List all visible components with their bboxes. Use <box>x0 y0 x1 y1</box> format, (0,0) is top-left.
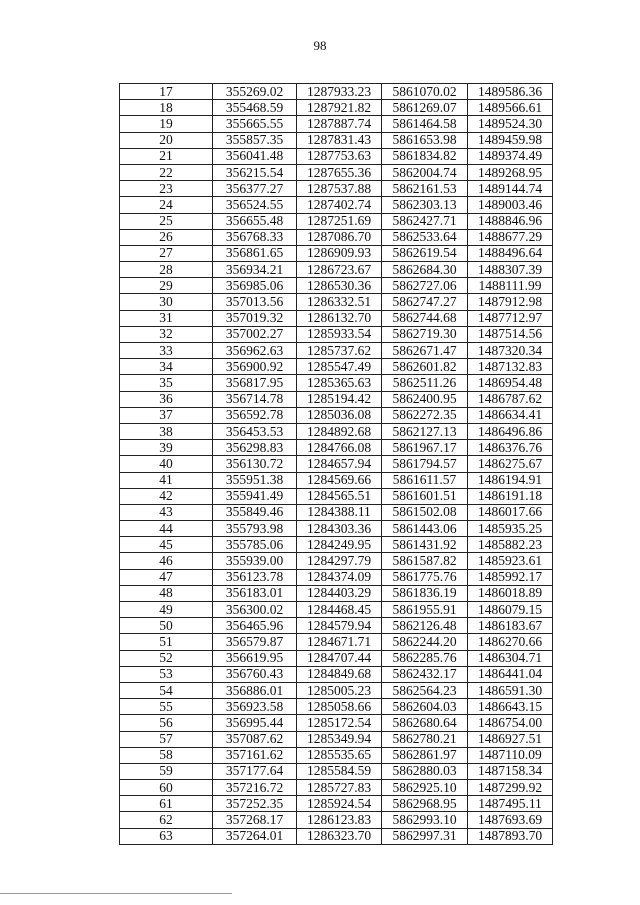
coord-x1-cell: 355939.00 <box>213 553 297 569</box>
coord-x2-cell: 5862780.21 <box>382 731 468 747</box>
table-row <box>120 100 553 116</box>
coord-y2-cell: 1489374.49 <box>468 148 553 164</box>
coord-x2-cell: 5862604.03 <box>382 699 468 715</box>
point-number-cell: 38 <box>120 423 213 439</box>
coord-x2-cell: 5861269.07 <box>382 100 468 116</box>
coord-x2-cell: 5862727.06 <box>382 278 468 294</box>
coord-y1-cell: 1286332.51 <box>297 294 382 310</box>
coord-y1-cell: 1286123.83 <box>297 812 382 828</box>
coord-x2-cell: 5862671.47 <box>382 343 468 359</box>
coord-y2-cell: 1486634.41 <box>468 407 553 423</box>
point-number-cell: 47 <box>120 569 213 585</box>
coord-y1-cell: 1286723.67 <box>297 262 382 278</box>
table-row <box>120 245 553 261</box>
coord-y2-cell: 1488111.99 <box>468 278 553 294</box>
coord-y1-cell: 1287251.69 <box>297 213 382 229</box>
table-row <box>120 326 553 342</box>
table-row <box>120 262 553 278</box>
coord-y2-cell: 1489144.74 <box>468 181 553 197</box>
coord-x2-cell: 5862925.10 <box>382 780 468 796</box>
coord-y1-cell: 1285584.59 <box>297 763 382 779</box>
point-number-cell: 29 <box>120 278 213 294</box>
coord-x2-cell: 5862719.30 <box>382 326 468 342</box>
coord-y1-cell: 1284849.68 <box>297 666 382 682</box>
table-row <box>120 164 553 180</box>
coord-x1-cell: 356130.72 <box>213 456 297 472</box>
coord-x2-cell: 5861836.19 <box>382 585 468 601</box>
coord-x2-cell: 5862285.76 <box>382 650 468 666</box>
coord-x2-cell: 5862427.71 <box>382 213 468 229</box>
coord-y1-cell: 1285172.54 <box>297 715 382 731</box>
coord-x1-cell: 356592.78 <box>213 407 297 423</box>
point-number-cell: 39 <box>120 440 213 456</box>
table-row <box>120 812 553 828</box>
coord-x2-cell: 5861794.57 <box>382 456 468 472</box>
coord-y2-cell: 1485923.61 <box>468 553 553 569</box>
point-number-cell: 22 <box>120 164 213 180</box>
coord-x1-cell: 355665.55 <box>213 116 297 132</box>
coord-y2-cell: 1486275.67 <box>468 456 553 472</box>
coord-x1-cell: 356861.65 <box>213 245 297 261</box>
coord-y1-cell: 1285005.23 <box>297 682 382 698</box>
coord-y2-cell: 1486194.91 <box>468 472 553 488</box>
coord-x2-cell: 5861464.58 <box>382 116 468 132</box>
coord-x2-cell: 5862680.64 <box>382 715 468 731</box>
point-number-cell: 60 <box>120 780 213 796</box>
coord-x2-cell: 5862744.68 <box>382 310 468 326</box>
point-number-cell: 59 <box>120 763 213 779</box>
table-row <box>120 359 553 375</box>
point-number-cell: 27 <box>120 245 213 261</box>
coord-x2-cell: 5862244.20 <box>382 634 468 650</box>
coord-x2-cell: 5861443.06 <box>382 521 468 537</box>
coord-x1-cell: 356619.95 <box>213 650 297 666</box>
point-number-cell: 26 <box>120 229 213 245</box>
table-row <box>120 602 553 618</box>
point-number-cell: 40 <box>120 456 213 472</box>
coord-x2-cell: 5862564.23 <box>382 682 468 698</box>
point-number-cell: 53 <box>120 666 213 682</box>
coord-x2-cell: 5862993.10 <box>382 812 468 828</box>
coord-y1-cell: 1287402.74 <box>297 197 382 213</box>
coord-x1-cell: 357002.27 <box>213 326 297 342</box>
coord-x1-cell: 355468.59 <box>213 100 297 116</box>
coord-y2-cell: 1485882.23 <box>468 537 553 553</box>
coord-y2-cell: 1486754.00 <box>468 715 553 731</box>
coord-x1-cell: 356041.48 <box>213 148 297 164</box>
table-row <box>120 213 553 229</box>
point-number-cell: 30 <box>120 294 213 310</box>
coord-y1-cell: 1284766.08 <box>297 440 382 456</box>
coord-y2-cell: 1486643.15 <box>468 699 553 715</box>
coord-y2-cell: 1487912.98 <box>468 294 553 310</box>
coord-x1-cell: 355793.98 <box>213 521 297 537</box>
point-number-cell: 48 <box>120 585 213 601</box>
table-row <box>120 585 553 601</box>
coord-x1-cell: 356768.33 <box>213 229 297 245</box>
point-number-cell: 21 <box>120 148 213 164</box>
coord-y1-cell: 1285349.94 <box>297 731 382 747</box>
table-row <box>120 197 553 213</box>
point-number-cell: 56 <box>120 715 213 731</box>
point-number-cell: 36 <box>120 391 213 407</box>
coord-y1-cell: 1284569.66 <box>297 472 382 488</box>
coord-x1-cell: 356465.96 <box>213 618 297 634</box>
coord-x2-cell: 5861587.82 <box>382 553 468 569</box>
coord-x2-cell: 5862127.13 <box>382 423 468 439</box>
point-number-cell: 45 <box>120 537 213 553</box>
coord-x1-cell: 355269.02 <box>213 84 297 100</box>
coord-y1-cell: 1285547.49 <box>297 359 382 375</box>
coord-y1-cell: 1284892.68 <box>297 423 382 439</box>
coord-x1-cell: 356760.43 <box>213 666 297 682</box>
coord-x1-cell: 355785.06 <box>213 537 297 553</box>
coord-x2-cell: 5862126.48 <box>382 618 468 634</box>
coord-y1-cell: 1285933.54 <box>297 326 382 342</box>
point-number-cell: 32 <box>120 326 213 342</box>
point-number-cell: 61 <box>120 796 213 812</box>
coord-x1-cell: 356655.48 <box>213 213 297 229</box>
coordinates-table <box>119 83 553 845</box>
coord-x2-cell: 5861431.92 <box>382 537 468 553</box>
coord-y2-cell: 1486927.51 <box>468 731 553 747</box>
coord-x1-cell: 356183.01 <box>213 585 297 601</box>
coord-y2-cell: 1489524.30 <box>468 116 553 132</box>
coord-x1-cell: 356900.92 <box>213 359 297 375</box>
coord-y2-cell: 1485935.25 <box>468 521 553 537</box>
coord-y2-cell: 1489003.46 <box>468 197 553 213</box>
coord-x1-cell: 356377.27 <box>213 181 297 197</box>
coord-x2-cell: 5862432.17 <box>382 666 468 682</box>
table-row <box>120 682 553 698</box>
table-row <box>120 375 553 391</box>
point-number-cell: 28 <box>120 262 213 278</box>
coord-y2-cell: 1487693.69 <box>468 812 553 828</box>
coord-x2-cell: 5861653.98 <box>382 132 468 148</box>
table-row <box>120 731 553 747</box>
coord-x1-cell: 357161.62 <box>213 747 297 763</box>
coord-x1-cell: 355941.49 <box>213 488 297 504</box>
point-number-cell: 42 <box>120 488 213 504</box>
coord-y2-cell: 1487495.11 <box>468 796 553 812</box>
coord-x1-cell: 357177.64 <box>213 763 297 779</box>
point-number-cell: 25 <box>120 213 213 229</box>
coord-x2-cell: 5862161.53 <box>382 181 468 197</box>
coord-x2-cell: 5862997.31 <box>382 828 468 844</box>
table-row <box>120 278 553 294</box>
table-row <box>120 666 553 682</box>
coord-y1-cell: 1284388.11 <box>297 504 382 520</box>
table-row <box>120 537 553 553</box>
point-number-cell: 20 <box>120 132 213 148</box>
coord-x2-cell: 5862684.30 <box>382 262 468 278</box>
table-row <box>120 84 553 100</box>
coord-y2-cell: 1488307.39 <box>468 262 553 278</box>
coord-y1-cell: 1287655.36 <box>297 164 382 180</box>
coord-y1-cell: 1287933.23 <box>297 84 382 100</box>
point-number-cell: 34 <box>120 359 213 375</box>
coord-x1-cell: 355849.46 <box>213 504 297 520</box>
point-number-cell: 19 <box>120 116 213 132</box>
coord-y1-cell: 1286530.36 <box>297 278 382 294</box>
table-row <box>120 310 553 326</box>
coord-y1-cell: 1285924.54 <box>297 796 382 812</box>
point-number-cell: 58 <box>120 747 213 763</box>
coord-x1-cell: 356300.02 <box>213 602 297 618</box>
coord-y2-cell: 1487158.34 <box>468 763 553 779</box>
table-row <box>120 618 553 634</box>
coord-y1-cell: 1287086.70 <box>297 229 382 245</box>
coord-y2-cell: 1486787.62 <box>468 391 553 407</box>
coord-x2-cell: 5862861.97 <box>382 747 468 763</box>
coord-x1-cell: 356934.21 <box>213 262 297 278</box>
point-number-cell: 62 <box>120 812 213 828</box>
table-row <box>120 747 553 763</box>
coord-y1-cell: 1284579.94 <box>297 618 382 634</box>
coord-y1-cell: 1285036.08 <box>297 407 382 423</box>
table-row <box>120 634 553 650</box>
coord-y1-cell: 1284303.36 <box>297 521 382 537</box>
table-row <box>120 472 553 488</box>
table-row <box>120 294 553 310</box>
coord-x2-cell: 5862968.95 <box>382 796 468 812</box>
table-row <box>120 504 553 520</box>
table-row <box>120 391 553 407</box>
point-number-cell: 37 <box>120 407 213 423</box>
coord-y2-cell: 1487893.70 <box>468 828 553 844</box>
coord-x2-cell: 5861070.02 <box>382 84 468 100</box>
coord-x1-cell: 356995.44 <box>213 715 297 731</box>
table-row <box>120 699 553 715</box>
coord-x2-cell: 5861955.91 <box>382 602 468 618</box>
coord-x1-cell: 356886.01 <box>213 682 297 698</box>
point-number-cell: 50 <box>120 618 213 634</box>
point-number-cell: 49 <box>120 602 213 618</box>
table-row <box>120 456 553 472</box>
coord-x2-cell: 5862601.82 <box>382 359 468 375</box>
table-row <box>120 116 553 132</box>
coord-x1-cell: 357019.32 <box>213 310 297 326</box>
point-number-cell: 46 <box>120 553 213 569</box>
coord-y1-cell: 1286132.70 <box>297 310 382 326</box>
coord-y2-cell: 1488496.64 <box>468 245 553 261</box>
coord-y2-cell: 1489268.95 <box>468 164 553 180</box>
coord-x1-cell: 355951.38 <box>213 472 297 488</box>
coord-x1-cell: 356298.83 <box>213 440 297 456</box>
table-row <box>120 553 553 569</box>
coord-x2-cell: 5862511.26 <box>382 375 468 391</box>
coord-y1-cell: 1285727.83 <box>297 780 382 796</box>
coord-x1-cell: 356714.78 <box>213 391 297 407</box>
coord-x2-cell: 5861775.76 <box>382 569 468 585</box>
coord-y1-cell: 1284565.51 <box>297 488 382 504</box>
table-row <box>120 181 553 197</box>
coord-y2-cell: 1488677.29 <box>468 229 553 245</box>
table-row <box>120 423 553 439</box>
point-number-cell: 63 <box>120 828 213 844</box>
coord-y1-cell: 1284403.29 <box>297 585 382 601</box>
coord-y1-cell: 1287537.88 <box>297 181 382 197</box>
point-number-cell: 18 <box>120 100 213 116</box>
coord-y2-cell: 1487132.83 <box>468 359 553 375</box>
coord-x1-cell: 356524.55 <box>213 197 297 213</box>
coord-y2-cell: 1486954.48 <box>468 375 553 391</box>
footnote-divider <box>0 893 232 894</box>
coord-y1-cell: 1287887.74 <box>297 116 382 132</box>
table-row <box>120 796 553 812</box>
coord-x2-cell: 5861502.08 <box>382 504 468 520</box>
coord-x2-cell: 5862747.27 <box>382 294 468 310</box>
coord-x2-cell: 5862272.35 <box>382 407 468 423</box>
coord-y1-cell: 1285737.62 <box>297 343 382 359</box>
coord-y2-cell: 1489459.98 <box>468 132 553 148</box>
coord-x2-cell: 5861834.82 <box>382 148 468 164</box>
coord-y2-cell: 1487320.34 <box>468 343 553 359</box>
coord-y2-cell: 1487299.92 <box>468 780 553 796</box>
coord-x1-cell: 356985.06 <box>213 278 297 294</box>
point-number-cell: 17 <box>120 84 213 100</box>
coord-y1-cell: 1285535.65 <box>297 747 382 763</box>
coord-y2-cell: 1486017.66 <box>468 504 553 520</box>
table-row <box>120 132 553 148</box>
coord-x1-cell: 357087.62 <box>213 731 297 747</box>
point-number-cell: 57 <box>120 731 213 747</box>
coord-y2-cell: 1486018.89 <box>468 585 553 601</box>
table-row <box>120 521 553 537</box>
coord-x1-cell: 357264.01 <box>213 828 297 844</box>
coord-x1-cell: 356923.58 <box>213 699 297 715</box>
coord-x1-cell: 356215.54 <box>213 164 297 180</box>
coord-y1-cell: 1284297.79 <box>297 553 382 569</box>
coord-x1-cell: 357268.17 <box>213 812 297 828</box>
table-row <box>120 343 553 359</box>
coord-y2-cell: 1486591.30 <box>468 682 553 698</box>
coord-y1-cell: 1287831.43 <box>297 132 382 148</box>
coord-y2-cell: 1486441.04 <box>468 666 553 682</box>
coord-x2-cell: 5862619.54 <box>382 245 468 261</box>
table-row <box>120 715 553 731</box>
point-number-cell: 33 <box>120 343 213 359</box>
table-row <box>120 763 553 779</box>
coord-y1-cell: 1285365.63 <box>297 375 382 391</box>
table-row <box>120 828 553 844</box>
table-row <box>120 440 553 456</box>
table-row <box>120 569 553 585</box>
table-row <box>120 407 553 423</box>
table-row <box>120 148 553 164</box>
coord-x1-cell: 357013.56 <box>213 294 297 310</box>
table-row <box>120 650 553 666</box>
coord-y1-cell: 1284374.09 <box>297 569 382 585</box>
coord-y1-cell: 1287921.82 <box>297 100 382 116</box>
coord-y1-cell: 1284657.94 <box>297 456 382 472</box>
coord-x2-cell: 5861967.17 <box>382 440 468 456</box>
table-row <box>120 488 553 504</box>
point-number-cell: 55 <box>120 699 213 715</box>
coord-y1-cell: 1284249.95 <box>297 537 382 553</box>
coord-y1-cell: 1285058.66 <box>297 699 382 715</box>
coord-y1-cell: 1285194.42 <box>297 391 382 407</box>
coord-y2-cell: 1486183.67 <box>468 618 553 634</box>
point-number-cell: 52 <box>120 650 213 666</box>
point-number-cell: 23 <box>120 181 213 197</box>
coord-x2-cell: 5862533.64 <box>382 229 468 245</box>
coord-y1-cell: 1284671.71 <box>297 634 382 650</box>
table-row <box>120 229 553 245</box>
coord-x1-cell: 356817.95 <box>213 375 297 391</box>
coord-y2-cell: 1489586.36 <box>468 84 553 100</box>
coord-x2-cell: 5861601.51 <box>382 488 468 504</box>
coord-x1-cell: 356579.87 <box>213 634 297 650</box>
coord-y1-cell: 1287753.63 <box>297 148 382 164</box>
coord-y2-cell: 1488846.96 <box>468 213 553 229</box>
coordinates-table-body <box>120 84 553 845</box>
point-number-cell: 43 <box>120 504 213 520</box>
coord-x1-cell: 357216.72 <box>213 780 297 796</box>
coord-x2-cell: 5862880.03 <box>382 763 468 779</box>
coord-x1-cell: 356453.53 <box>213 423 297 439</box>
coord-y1-cell: 1286323.70 <box>297 828 382 844</box>
coord-y2-cell: 1487110.09 <box>468 747 553 763</box>
coord-x2-cell: 5862303.13 <box>382 197 468 213</box>
table-row <box>120 780 553 796</box>
point-number-cell: 44 <box>120 521 213 537</box>
coord-x2-cell: 5862004.74 <box>382 164 468 180</box>
coord-y2-cell: 1486191.18 <box>468 488 553 504</box>
coord-x2-cell: 5861611.57 <box>382 472 468 488</box>
coord-x2-cell: 5862400.95 <box>382 391 468 407</box>
coord-y2-cell: 1485992.17 <box>468 569 553 585</box>
page-number: 98 <box>313 38 327 53</box>
coord-y2-cell: 1487514.56 <box>468 326 553 342</box>
point-number-cell: 51 <box>120 634 213 650</box>
coord-y1-cell: 1284707.44 <box>297 650 382 666</box>
coord-y1-cell: 1284468.45 <box>297 602 382 618</box>
coord-y2-cell: 1486079.15 <box>468 602 553 618</box>
point-number-cell: 54 <box>120 682 213 698</box>
coord-y2-cell: 1486496.86 <box>468 423 553 439</box>
coord-y2-cell: 1487712.97 <box>468 310 553 326</box>
point-number-cell: 41 <box>120 472 213 488</box>
point-number-cell: 31 <box>120 310 213 326</box>
coord-y2-cell: 1486304.71 <box>468 650 553 666</box>
point-number-cell: 35 <box>120 375 213 391</box>
coord-y1-cell: 1286909.93 <box>297 245 382 261</box>
point-number-cell: 24 <box>120 197 213 213</box>
coord-y2-cell: 1486270.66 <box>468 634 553 650</box>
coord-y2-cell: 1489566.61 <box>468 100 553 116</box>
coord-y2-cell: 1486376.76 <box>468 440 553 456</box>
coord-x1-cell: 357252.35 <box>213 796 297 812</box>
coord-x1-cell: 356123.78 <box>213 569 297 585</box>
coord-x1-cell: 355857.35 <box>213 132 297 148</box>
coord-x1-cell: 356962.63 <box>213 343 297 359</box>
